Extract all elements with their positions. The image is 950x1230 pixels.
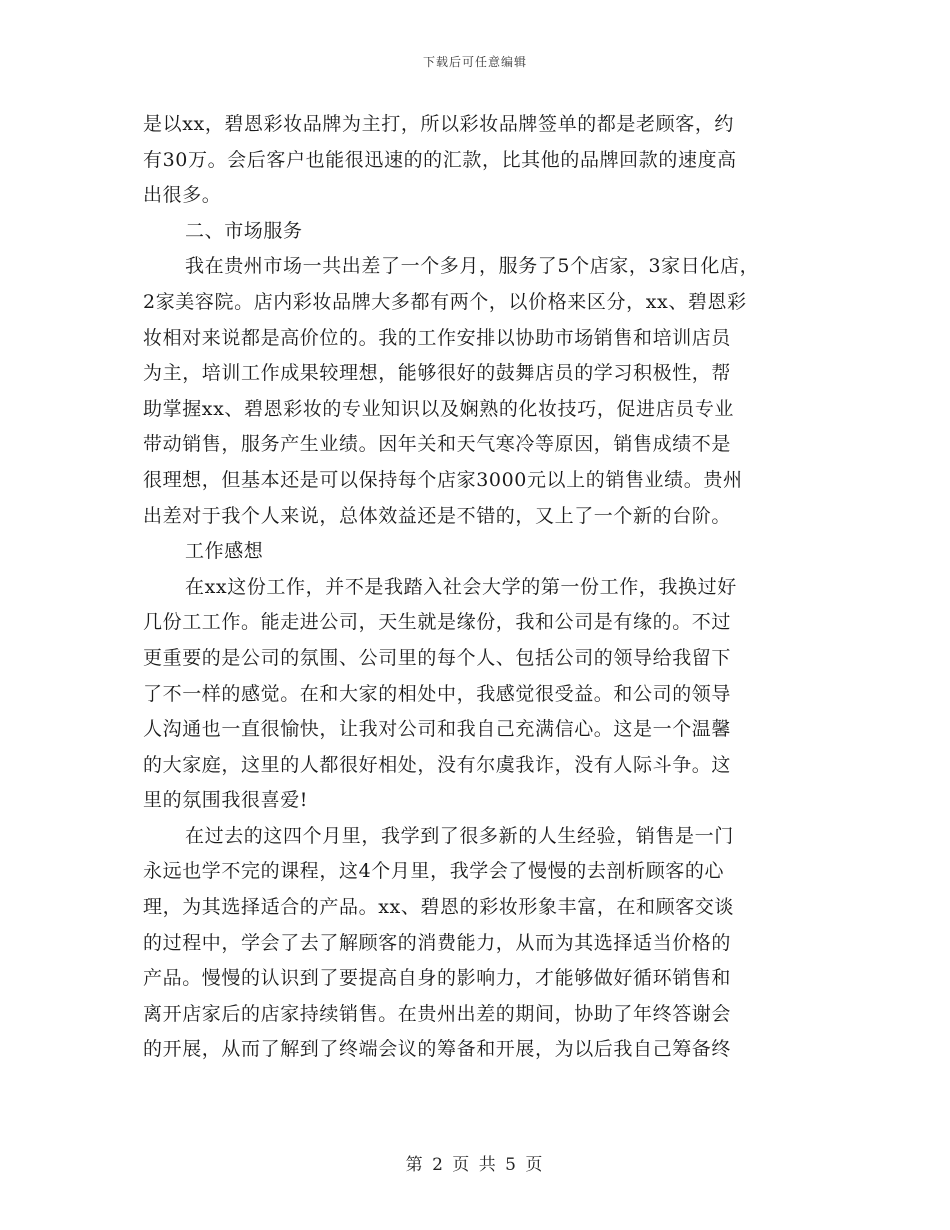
page-number-footer: 第 2 页 共 5 页 — [405, 1155, 545, 1175]
text-line: 2家美容院。店内彩妆品牌大多都有两个，以价格来区分，xx、碧恩彩 — [143, 290, 747, 313]
document-body — [143, 107, 833, 1068]
text-line: 助掌握xx、碧恩彩妆的专业知识以及娴熟的化妆技巧，促进店员专业 — [143, 397, 735, 420]
text-line: 几份工工作。能走进公司，天生就是缘份，我和公司是有缘的。不过 — [143, 611, 732, 634]
text-line: 在过去的这四个月里，我学到了很多新的人生经验，销售是一门 — [185, 824, 734, 847]
text-line: 在xx这份工作，并不是我踏入社会大学的第一份工作，我换过好 — [185, 575, 737, 598]
text-line: 理，为其选择适合的产品。xx、碧恩的彩妆形象丰富，在和顾客交谈 — [143, 896, 735, 919]
text-line: 出差对于我个人来说，总体效益还是不错的，又上了一个新的台阶。 — [143, 504, 732, 527]
text-line: 有30万。会后客户也能很迅速的的汇款，比其他的品牌回款的速度高 — [143, 148, 737, 171]
text-line: 很理想，但基本还是可以保持每个店家3000元以上的销售业绩。贵州 — [143, 468, 743, 491]
text-line: 更重要的是公司的氛围、公司里的每个人、包括公司的领导给我留下 — [143, 646, 732, 669]
text-line: 产品。慢慢的认识到了要提高自身的影响力，才能够做好循环销售和 — [143, 967, 732, 990]
text-line: 的过程中，学会了去了解顾客的消费能力，从而为其选择适当价格的 — [143, 931, 732, 954]
text-line: 人沟通也一直很愉快，让我对公司和我自己充满信心。这是一个温馨 — [143, 718, 732, 741]
text-line: 了不一样的感觉。在和大家的相处中，我感觉很受益。和公司的领导 — [143, 682, 732, 705]
text-line: 是以xx，碧恩彩妆品牌为主打，所以彩妆品牌签单的都是老顾客，约 — [143, 113, 735, 135]
text-line: 的大家庭，这里的人都很好相处，没有尔虞我诈，没有人际斗争。这 — [143, 753, 732, 776]
page-header: 下载后可任意编辑 — [422, 55, 527, 69]
text-line: 我在贵州市场一共出差了一个多月，服务了5个店家，3家日化店， — [185, 255, 760, 278]
text-line: 离开店家后的店家持续销售。在贵州出差的期间，协助了年终答谢会 — [143, 1002, 732, 1025]
text-line: 妆相对来说都是高价位的。我的工作安排以协助市场销售和培训店员 — [143, 326, 732, 349]
text-line: 二、市场服务 — [185, 219, 303, 242]
text-line: 带动销售，服务产生业绩。因年关和天气寒冷等原因，销售成绩不是 — [143, 433, 732, 456]
text-line: 工作感想 — [185, 540, 264, 563]
text-line: 的开展，从而了解到了终端会议的筹备和开展，为以后我自己筹备终 — [143, 1038, 732, 1061]
text-line: 为主，培训工作成果较理想，能够很好的鼓舞店员的学习积极性，帮 — [143, 362, 732, 385]
text-line: 永远也学不完的课程，这4个月里，我学会了慢慢的去剖析顾客的心 — [143, 860, 725, 883]
text-line: 出很多。 — [143, 184, 222, 207]
text-line: 里的氛围我很喜爱! — [143, 789, 309, 812]
